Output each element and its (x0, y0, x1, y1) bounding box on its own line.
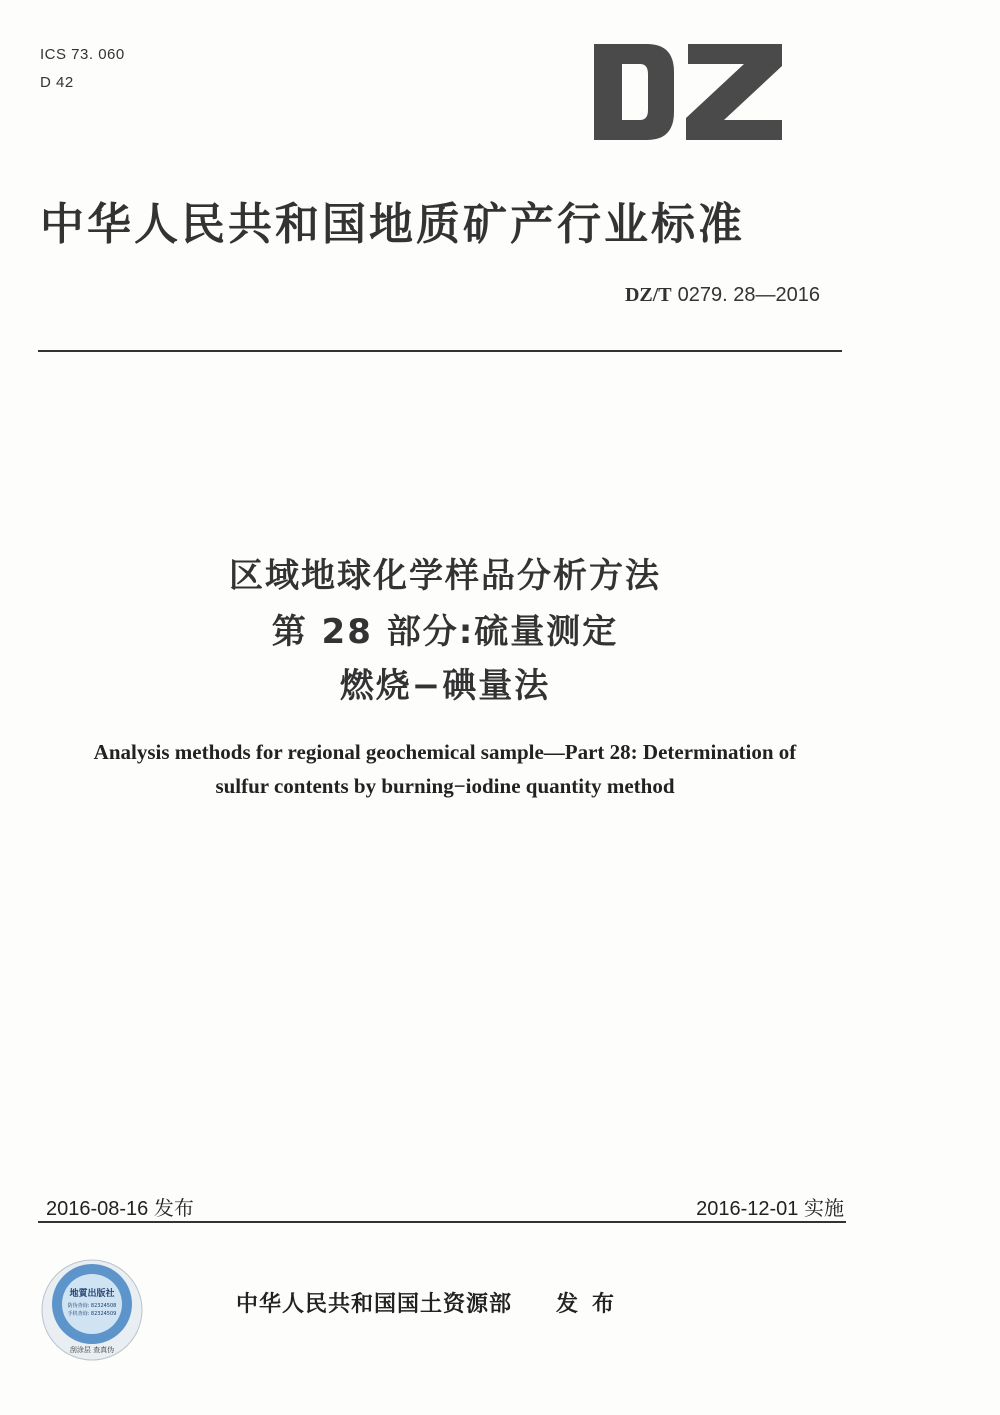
dz-logo-z-glyph (686, 44, 782, 140)
en-title-line1: Analysis methods for regional geochemical sample—Part 28: Determination of (93, 740, 797, 764)
dz-logo (592, 42, 784, 142)
ics-code: ICS 73. 060 (40, 46, 125, 63)
standard-category: 中华人民共和国地质矿产行业标准 (40, 199, 745, 250)
seal-line1-text: 防伪查询: 82324508 (67, 1303, 117, 1309)
publisher-line (236, 1287, 628, 1318)
seal-line2-text: 手机查询: 82324509 (67, 1311, 117, 1317)
cn-title-line2: 第 28 部分:硫量测定 (271, 612, 619, 652)
en-title-line2: sulfur contents by burning−iodine quantity method (215, 774, 675, 798)
ccs-code: D 42 (40, 74, 74, 91)
seal-bottom-text: 刮涂层 查真伪 (69, 1346, 115, 1354)
issue-date: 2016-08-16 发布 (46, 1198, 194, 1220)
anti-counterfeit-seal (40, 1258, 144, 1362)
publisher-name: 中华人民共和国国土资源部 (236, 1292, 513, 1317)
seal-name-text: 地質出版社 (69, 1289, 115, 1299)
top-divider (38, 350, 842, 352)
cn-title-line3: 燃烧−碘量法 (339, 666, 551, 706)
bottom-divider (38, 1221, 846, 1223)
cn-title-line1: 区域地球化学样品分析方法 (229, 556, 661, 596)
standard-number (560, 284, 820, 307)
standard-number-prefix: DZ/T (624, 284, 672, 306)
implementation-date: 2016-12-01 实施 (696, 1198, 844, 1220)
dz-logo-d-glyph (594, 44, 674, 140)
standard-number-value: 0279. 28—2016 (677, 284, 820, 306)
publisher-action: 发布 (556, 1292, 629, 1317)
